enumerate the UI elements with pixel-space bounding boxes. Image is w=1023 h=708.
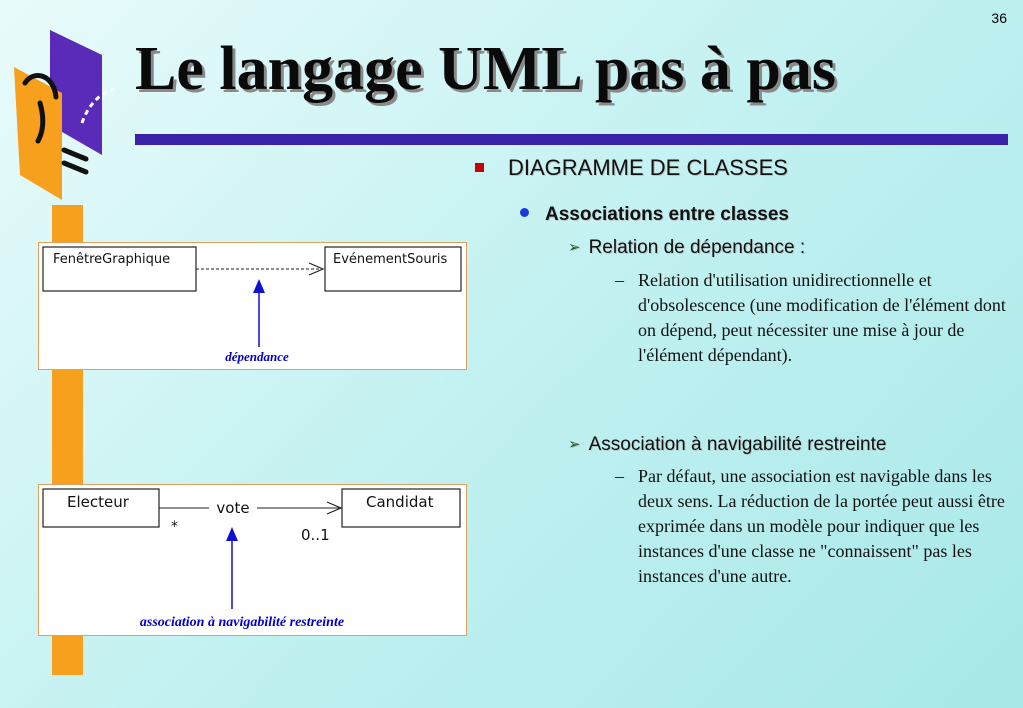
multiplicity-right: 0..1 xyxy=(301,526,330,544)
item-heading-association xyxy=(568,432,886,458)
association-name: vote xyxy=(216,499,250,517)
section-heading xyxy=(475,153,788,183)
class-name-left: FenêtreGraphique xyxy=(53,252,171,267)
dash-bullet-icon: – xyxy=(615,466,624,486)
item-heading-text: Association à navigabilité restreinte xyxy=(588,434,887,455)
association-annotation: association à navigabilité restreinte xyxy=(139,615,345,630)
dash-bullet-icon: – xyxy=(615,270,624,290)
dependency-diagram-graphic xyxy=(39,243,466,369)
item-body-dependency xyxy=(615,268,1010,368)
association-diagram-graphic xyxy=(39,485,466,635)
round-bullet-icon xyxy=(520,208,529,217)
square-bullet-icon xyxy=(475,163,484,172)
slide-number: 36 xyxy=(991,10,1007,26)
arrow-bullet-icon: ➢ xyxy=(568,436,581,453)
title-underline-bar xyxy=(135,134,1008,145)
class-name-left: Electeur xyxy=(67,493,129,511)
dependency-annotation: dépendance xyxy=(225,349,289,364)
class-name-right: EvénementSouris xyxy=(333,252,448,267)
item-body-text: Par défaut, une association est navigable dans les deux sens. La réduction de la portée peut aussi être exprimée dans un modèle pour indiquer que les instances d'une classe ne "connaissent" pas les instances d'une autre. xyxy=(638,466,1005,586)
section-heading-text: DIAGRAMME DE CLASSES xyxy=(508,155,788,180)
item-body-text: Relation d'utilisation unidirectionnelle et d'obsolescence (une modification de l'élément dont on dépend, peut nécessiter une mise à jour de l'élément dépendant). xyxy=(638,270,1006,365)
item-heading-text: Relation de dépendance : xyxy=(588,237,806,258)
subsection-heading xyxy=(520,201,789,229)
multiplicity-left: * xyxy=(171,519,178,535)
subsection-heading-text: Associations entre classes xyxy=(545,204,789,225)
dependency-diagram xyxy=(38,242,467,370)
class-name-right: Candidat xyxy=(366,493,434,511)
item-heading-dependency xyxy=(568,235,805,261)
item-body-association xyxy=(615,464,1010,589)
arrow-bullet-icon: ➢ xyxy=(568,239,581,256)
thinking-head-logo-icon xyxy=(10,25,120,205)
annotation-arrowhead-icon xyxy=(226,527,238,541)
slide-title: Le langage UML pas à pas xyxy=(135,35,837,103)
annotation-arrowhead-icon xyxy=(253,279,265,293)
association-diagram xyxy=(38,484,467,636)
